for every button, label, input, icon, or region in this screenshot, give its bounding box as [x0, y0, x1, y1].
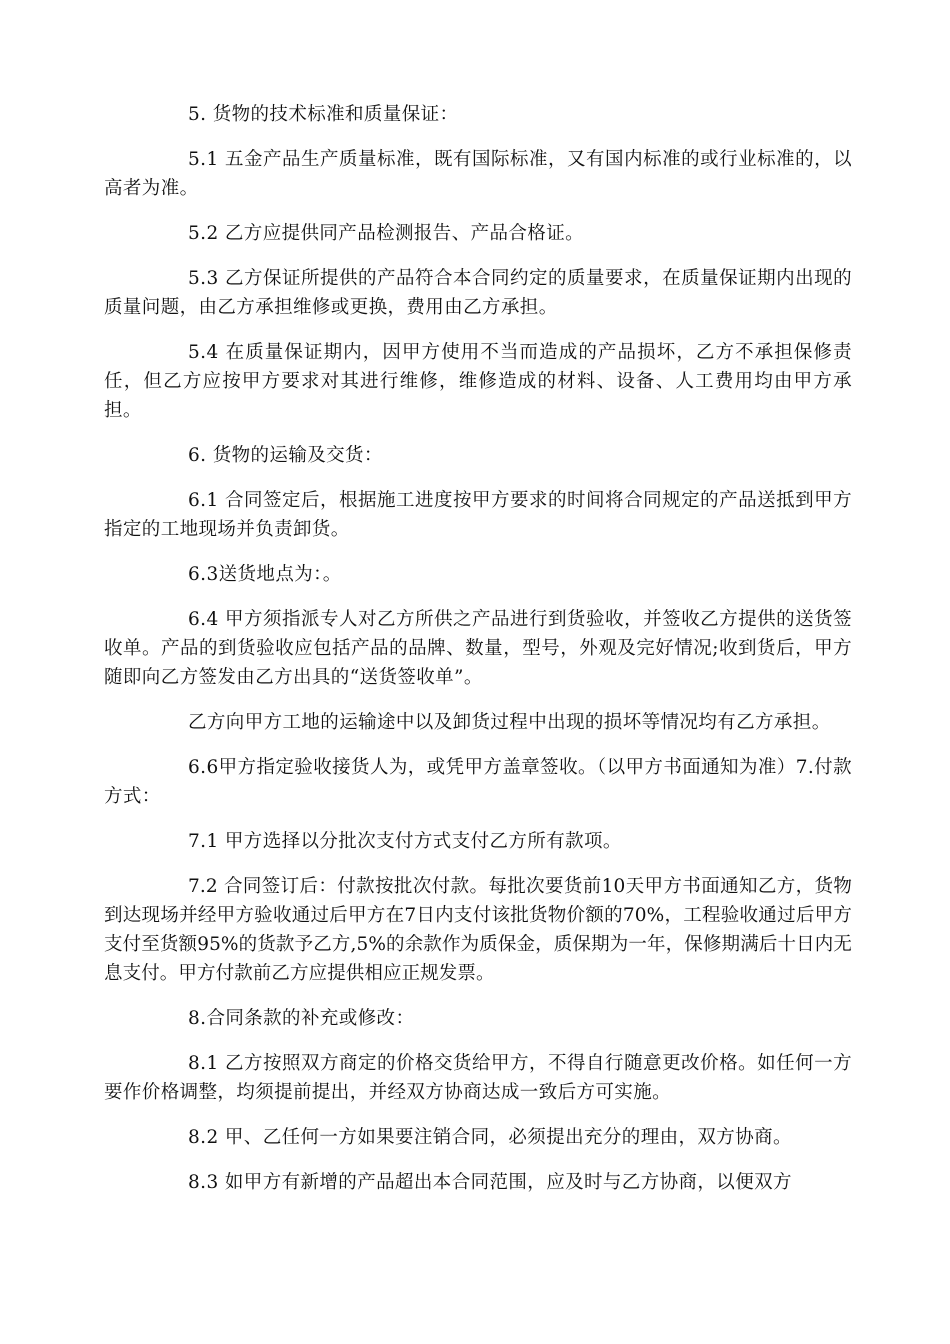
clause-5-3: 5.3 乙方保证所提供的产品符合本合同约定的质量要求，在质量保证期内出现的质量问题，由乙方承担维修或更换，费用由乙方承担。	[104, 268, 852, 318]
clause-7-1: 7.1 甲方选择以分批次支付方式支付乙方所有款项。	[188, 831, 622, 852]
clause-7-2: 7.2 合同签订后：付款按批次付款。每批次要货前10天甲方书面通知乙方，货物到达现场并经甲方验收通过后甲方在7日内支付该批货物价额的70%，工程验收通过后甲方支付至货额95%的货款予乙方,5%的余款作为质保金，质保期为一年，保修期满后十日内无息支付。甲方付款前乙方应提供相应正规发票。	[104, 876, 852, 984]
section-6-heading: 6. 货物的运输及交货：	[188, 445, 383, 466]
clause-8-1: 8.1 乙方按照双方商定的价格交货给甲方，不得自行随意更改价格。如任何一方要作价格调整，均须提前提出，并经双方协商达成一致后方可实施。	[104, 1053, 852, 1103]
clause-6-5: 乙方向甲方工地的运输途中以及卸货过程中出现的损坏等情况均有乙方承担。	[188, 712, 831, 733]
section-5-heading: 5. 货物的技术标准和质量保证：	[188, 104, 459, 125]
clause-6-1: 6.1 合同签定后，根据施工进度按甲方要求的时间将合同规定的产品送抵到甲方指定的工地现场并负责卸货。	[104, 490, 852, 540]
clause-6-4: 6.4 甲方须指派专人对乙方所供之产品进行到货验收，并签收乙方提供的送货签收单。产品的到货验收应包括产品的品牌、数量，型号，外观及完好情况;收到货后，甲方随即向乙方签发由乙方出具的“送货签收单”。	[104, 609, 852, 688]
clause-5-2: 5.2 乙方应提供同产品检测报告、产品合格证。	[188, 223, 585, 244]
clause-8-2: 8.2 甲、乙任何一方如果要注销合同，必须提出充分的理由，双方协商。	[188, 1127, 792, 1148]
clause-6-3: 6.3送货地点为：。	[188, 564, 342, 585]
clause-6-6: 6.6甲方指定验收接货人为，或凭甲方盖章签收。（以甲方书面通知为准）7.付款方式：	[104, 757, 852, 807]
document-page	[104, 100, 852, 1213]
section-8-heading: 8.合同条款的补充或修改：	[188, 1008, 415, 1029]
clause-5-1: 5.1 五金产品生产质量标准，既有国际标准，又有国内标准的或行业标准的，以高者为准。	[104, 149, 852, 199]
clause-8-3: 8.3 如甲方有新增的产品超出本合同范围，应及时与乙方协商，以便双方	[188, 1172, 792, 1193]
clause-5-4: 5.4 在质量保证期内，因甲方使用不当而造成的产品损坏，乙方不承担保修责任，但乙方应按甲方要求对其进行维修，维修造成的材料、设备、人工费用均由甲方承担。	[104, 342, 852, 421]
